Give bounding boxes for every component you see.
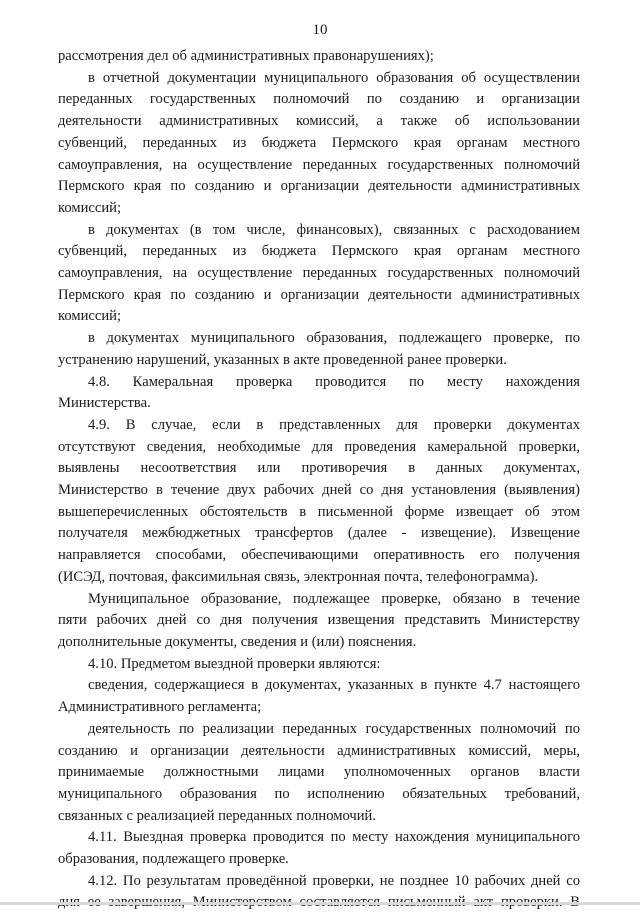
text-line: Пермского края по созданию и организации деятельности административных bbox=[58, 178, 580, 195]
text-line: деятельность по реализации переданных государственных полномочий по bbox=[88, 720, 580, 737]
text-line: 4.12. По результатам проведённой проверки, не позднее 10 рабочих дней со bbox=[88, 872, 580, 889]
text-line: самоуправления, на осуществление переданных государственных полномочий bbox=[58, 265, 580, 282]
text-line: направляется способами, обеспечивающими оперативность его получения bbox=[58, 547, 580, 564]
text-line: Пермского края по созданию и организации деятельности административных bbox=[58, 286, 580, 303]
text-line: рассмотрения дел об административных правонарушениях); bbox=[58, 48, 434, 64]
text-line: субвенций, переданных из бюджета Пермского края органам местного bbox=[58, 134, 580, 151]
text-line: выявлены несоответствия или противоречия в данных документах, bbox=[58, 460, 580, 477]
text-line: созданию и организации деятельности административных комиссий, меры, bbox=[58, 742, 580, 759]
text-line: сведения, содержащиеся в документах, указанных в пункте 4.7 настоящего bbox=[88, 677, 580, 694]
text-line: в отчетной документации муниципального образования об осуществлении bbox=[88, 69, 580, 86]
text-line: дополнительные документы, сведения и (или) пояснения. bbox=[58, 633, 417, 650]
text-line: получателя межбюджетных трансфертов (далее - извещение). Извещение bbox=[58, 525, 580, 542]
text-line: 4.8. Камеральная проверка проводится по месту нахождения bbox=[88, 373, 580, 390]
text-line: субвенций, переданных из бюджета Пермского края органам местного bbox=[58, 243, 580, 260]
text-line: вышеперечисленных обстоятельств в письменной форме извещает об этом bbox=[58, 503, 580, 520]
text-line: муниципального образования по исполнению обязательных требований, bbox=[58, 785, 580, 802]
text-line: переданных государственных полномочий по созданию и организации bbox=[58, 91, 580, 108]
text-line: комиссий; bbox=[58, 308, 122, 325]
text-line: Административного регламента; bbox=[58, 699, 262, 716]
text-line: образования, подлежащего проверке. bbox=[58, 851, 289, 868]
text-line: в документах (в том числе, финансовых), связанных с расходованием bbox=[88, 221, 580, 238]
text-line: Министерство в течение двух рабочих дней со дня установления (выявления) bbox=[58, 482, 580, 499]
text-line: деятельности административных комиссий, а также об использовании bbox=[58, 113, 580, 130]
text-line: устранению нарушений, указанных в акте проведенной ранее проверки. bbox=[58, 351, 507, 368]
text-line: пяти рабочих дней со дня получения извещения представить Министерству bbox=[58, 612, 580, 629]
text-line: Муниципальное образование, подлежащее проверке, обязано в течение bbox=[88, 590, 580, 607]
text-line: 4.9. В случае, если в представленных для проверки документах bbox=[88, 416, 580, 433]
text-line: Министерства. bbox=[58, 395, 151, 412]
text-line: 4.11. Выездная проверка проводится по месту нахождения муниципального bbox=[88, 829, 580, 846]
text-line: 4.10. Предметом выездной проверки являются: bbox=[88, 655, 381, 672]
text-line: (ИСЭД, почтовая, факсимильная связь, электронная почта, телефонограмма). bbox=[58, 568, 539, 585]
text-line: в документах муниципального образования, подлежащего проверке, по bbox=[88, 330, 580, 347]
text-line: самоуправления, на осуществление переданных государственных полномочий bbox=[58, 156, 580, 173]
text-line: связанных с реализацией переданных полномочий. bbox=[58, 807, 377, 824]
text-line: принимаемые должностными лицами уполномоченных органов власти bbox=[58, 764, 580, 781]
text-line: отсутствуют сведения, необходимые для проведения камеральной проверки, bbox=[58, 438, 580, 455]
page-number: 10 bbox=[312, 22, 328, 38]
document-body bbox=[58, 46, 580, 914]
text-line: комиссий; bbox=[58, 199, 122, 216]
